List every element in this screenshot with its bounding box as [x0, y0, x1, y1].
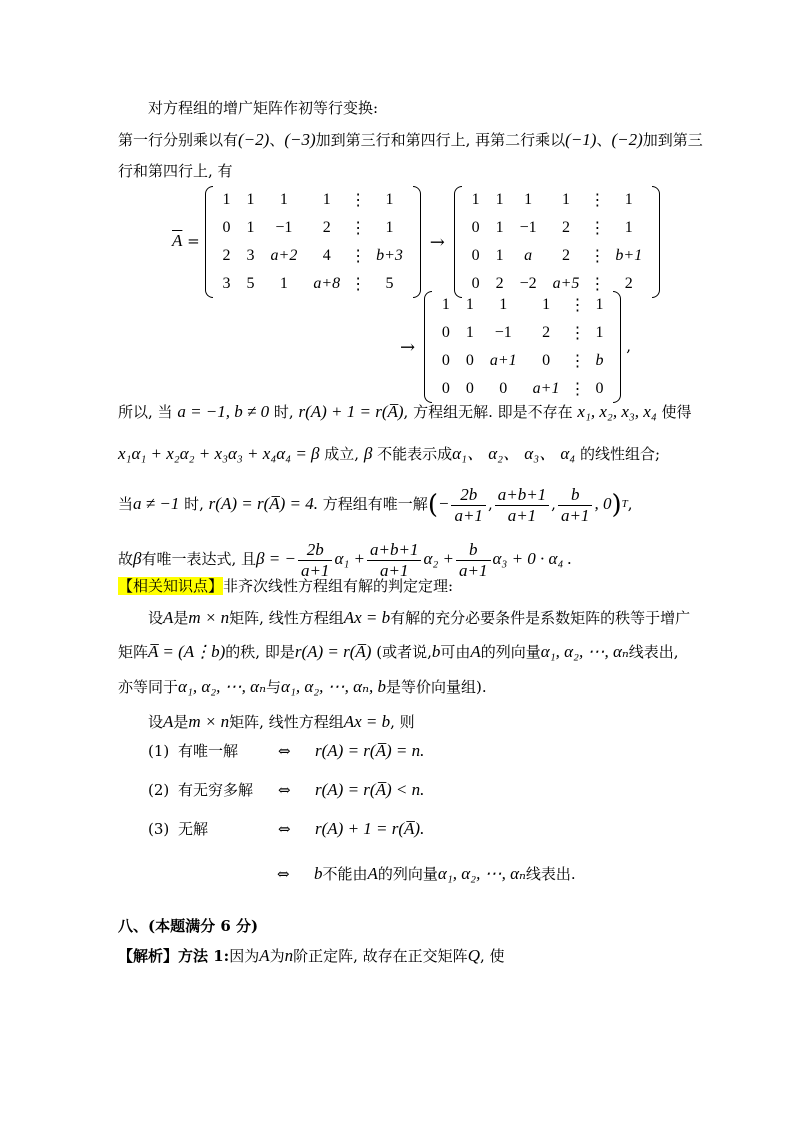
matrix-cell: 1 — [222, 191, 231, 208]
math: (−2) — [238, 130, 270, 149]
matrix-row — [215, 270, 411, 298]
fraction-6: $\frac{b}{a+1}$ — [456, 540, 490, 581]
matrix-cell: a+8 — [313, 275, 341, 292]
matrix-cell: ⋮ — [350, 220, 367, 237]
matrix-row — [434, 375, 612, 403]
iff-symbol: ⇔ — [278, 781, 291, 799]
math: (−2) — [611, 130, 643, 149]
matrix-cell: ⋮ — [589, 276, 606, 293]
arrow-1: → — [429, 231, 445, 253]
comma: , — [626, 337, 632, 355]
theorem-line-3: 亦等同于α₁, α₂, ⋯, αₙ与α₁, α₂, ⋯, αₙ, b是等价向量组). — [118, 677, 487, 696]
math: r(A) + 1 = r(A̅) — [298, 402, 404, 421]
matrix-cell: b+3 — [376, 247, 403, 264]
matrix-cell: 5 — [385, 275, 394, 292]
case-row — [148, 740, 424, 762]
text: 所以, 当 — [118, 403, 173, 421]
iff-symbol: ⇔ — [278, 820, 291, 838]
math: β — [363, 444, 373, 463]
arrow-2: → — [400, 336, 416, 358]
matrix-cell: 0 — [441, 324, 450, 341]
math: a ≠ −1 — [133, 494, 180, 513]
case-row — [148, 779, 424, 801]
text: 第一行分别乘以有 — [118, 131, 239, 149]
matrix-cell: −1 — [275, 219, 293, 236]
matrix-cell: ⋮ — [569, 325, 586, 342]
math: r(A) = r(A̅) = 4. — [208, 494, 319, 513]
matrix-cell: 1 — [385, 219, 394, 236]
text: 非齐次线性方程组有解的判定定理: — [223, 577, 454, 595]
fraction-2: $\frac{a+b+1}{a+1}$ — [495, 485, 549, 526]
text: 的线性组合; — [580, 445, 661, 463]
matrix-cell: a+1 — [532, 380, 560, 397]
matrix-cell: 2 — [222, 247, 231, 264]
text: 故 — [118, 550, 134, 568]
math: x₁α₁ + x₂α₂ + x₃α₃ + x₄α₄ = β — [118, 444, 320, 463]
matrix-cell: b — [595, 352, 604, 369]
matrix-cell: 1 — [499, 296, 508, 313]
matrix-equation-1 — [172, 186, 660, 298]
math: a = −1, b ≠ 0 — [177, 402, 270, 421]
case-label: 无解 — [178, 820, 209, 838]
analysis-line: 【解析】方法 1:因为A为n阶正定阵, 故存在正交矩阵Q, 使 — [118, 946, 505, 965]
matrix-row — [464, 214, 651, 242]
intro-line — [148, 97, 378, 119]
matrix-cell: 1 — [495, 191, 504, 208]
conclusion-line-2 — [118, 443, 660, 465]
knowledge-point-label: 【相关知识点】 — [118, 577, 224, 595]
iff-symbol: ⇔ — [278, 742, 291, 760]
matrix-cell: −2 — [519, 275, 537, 292]
matrix-cell: 1 — [246, 191, 255, 208]
augmented-matrix-symbol: $\overline{A}$ — [172, 231, 183, 250]
text: 加到第三行和第四行上, 再第二行乘以 — [315, 131, 566, 149]
text: 行和第四行上, 有 — [118, 162, 233, 180]
theorem-line-2: 矩阵A̅ = (A⋮b)的秩, 即是r(A) = r(A̅) (或者说,b可由A的列向量α₁, α₂, ⋯, αₙ线表出, — [118, 642, 679, 661]
math: x₁, x₂, x₃, x₄ — [577, 402, 657, 421]
matrix-cell: 0 — [499, 380, 508, 397]
matrix-cell: 2 — [562, 247, 570, 264]
matrix-cell: 1 — [465, 296, 474, 313]
matrix-cell: b+1 — [615, 247, 643, 264]
text: 对方程组的增广矩阵作初等行变换: — [148, 99, 379, 117]
matrix-cell: ⋮ — [589, 248, 606, 265]
matrix-cell: 2 — [624, 275, 633, 292]
matrix-cell: 0 — [222, 219, 231, 236]
matrix-cell: 1 — [524, 191, 533, 208]
theorem-line-4: 设A是m × n矩阵, 线性方程组Ax = b, 则 — [148, 712, 415, 731]
matrix-cell: 0 — [542, 352, 551, 369]
matrix-1-table — [215, 186, 411, 298]
matrix-equation-2 — [396, 291, 631, 403]
matrix-cell: 0 — [471, 275, 480, 292]
fraction-4: $\frac{2b}{a+1}$ — [298, 540, 332, 581]
section-8-heading: 八、(本题满分 6 分) — [118, 917, 259, 935]
matrix-cell: 0 — [465, 380, 474, 397]
matrix-cell: 1 — [495, 219, 504, 236]
matrix-cell: ⋮ — [350, 276, 367, 293]
math: (−1) — [565, 130, 597, 149]
matrix-cell: ⋮ — [569, 297, 586, 314]
matrix-cell: ⋮ — [569, 353, 586, 370]
text: 时, — [273, 403, 294, 421]
matrix-row — [215, 242, 411, 270]
text: 不能表示成 — [377, 445, 453, 463]
case-condition: r(A) = r(A̅) = n. — [315, 741, 425, 760]
matrix-cell: 1 — [279, 275, 288, 292]
case-condition: r(A) = r(A̅) < n. — [315, 780, 425, 799]
matrix-cell: 2 — [322, 219, 331, 236]
equals-sign: = — [187, 232, 200, 250]
fraction-5: $\frac{a+b+1}{a+1}$ — [367, 540, 421, 581]
matrix-cell: 2 — [495, 275, 504, 292]
matrix-cell: a+5 — [552, 275, 580, 292]
matrix-cell: 0 — [441, 352, 450, 369]
row-op-line-2 — [118, 160, 233, 182]
math: α₁、 α₂、 α₃、 α₄ — [452, 444, 576, 463]
text: 当 — [118, 495, 134, 513]
matrix-cell: 1 — [624, 219, 633, 236]
matrix-cell: 3 — [222, 275, 231, 292]
matrix-row — [434, 319, 612, 347]
matrix-row — [434, 347, 612, 375]
matrix-cell: 1 — [542, 296, 551, 313]
conclusion-line-1 — [118, 401, 692, 423]
beta-expression-line: 故β有唯一表达式, 且β = − $\frac{2b}{a+1}$ α₁ + $\frac{a+b+1}{a+1}$ α₂ + $\frac{b}{a+1}$ α₃ + 0 · α₄ . — [118, 539, 572, 580]
case-row — [148, 818, 424, 840]
matrix-cell: 1 — [322, 191, 331, 208]
matrix-cell: 1 — [385, 191, 394, 208]
matrix-2-table — [464, 186, 651, 298]
case-3-alt: ⇔ b不能由A的列向量α₁, α₂, ⋯, αₙ线表出. — [277, 864, 576, 883]
matrix-cell: 0 — [441, 380, 450, 397]
case-number: (1) — [148, 742, 170, 760]
matrix-cell: 4 — [322, 247, 331, 264]
fraction-1: $\frac{2b}{a+1}$ — [451, 485, 485, 526]
matrix-1 — [205, 186, 421, 298]
matrix-row — [215, 214, 411, 242]
matrix-3-table — [434, 291, 612, 403]
matrix-cell: ⋮ — [569, 381, 586, 398]
matrix-row — [464, 242, 651, 270]
math: (−3) — [284, 130, 316, 149]
matrix-cell: ⋮ — [589, 220, 606, 237]
matrix-cell: a — [524, 247, 533, 264]
unique-solution-line: 当a ≠ −1 时, r(A) = r(A̅) = 4. 方程组有唯一解(− $\frac{2b}{a+1}$ , $\frac{a+b+1}{a+1}$ , $\frac{b}{a+1}$ , 0)$^T$, — [118, 484, 633, 525]
matrix-cell: 1 — [595, 296, 604, 313]
knowledge-point-heading — [118, 575, 453, 597]
text: 方程组有唯一解 — [322, 495, 428, 513]
case-number: (2) — [148, 781, 170, 799]
text: 时, — [184, 495, 204, 513]
matrix-row — [215, 186, 411, 214]
fraction-3: $\frac{b}{a+1}$ — [558, 485, 592, 526]
text: 成立, — [324, 445, 360, 463]
case-label: 有唯一解 — [178, 742, 239, 760]
text: 使得 — [661, 403, 692, 421]
row-op-line-1 — [118, 129, 703, 151]
matrix-cell: ⋮ — [589, 192, 606, 209]
matrix-row — [464, 186, 651, 214]
theorem-line-1: 设A是m × n矩阵, 线性方程组Ax = b有解的充分必要条件是系数矩阵的秩等于增广 — [148, 608, 691, 627]
matrix-cell: 1 — [495, 247, 504, 264]
matrix-cell: −1 — [519, 219, 537, 236]
text: 、 — [269, 131, 285, 149]
matrix-cell: a+1 — [489, 352, 517, 369]
matrix-cell: 1 — [441, 296, 450, 313]
matrix-cell: 2 — [562, 219, 570, 236]
matrix-cell: 1 — [246, 219, 255, 236]
case-condition: r(A) + 1 = r(A̅). — [315, 819, 425, 838]
case-number: (3) — [148, 820, 170, 838]
text: 、 — [596, 131, 612, 149]
matrix-cell: 5 — [246, 275, 255, 292]
matrix-cell: 0 — [465, 352, 474, 369]
matrix-cell: 1 — [465, 324, 474, 341]
matrix-2 — [454, 186, 661, 298]
matrix-cell: −1 — [494, 324, 512, 341]
matrix-cell: 1 — [595, 324, 604, 341]
matrix-cell: 0 — [471, 247, 480, 264]
matrix-cell: 0 — [595, 380, 604, 397]
text: , 方程组无解. 即是不存在 — [403, 403, 573, 421]
matrix-cell: 1 — [279, 191, 288, 208]
matrix-cell: 1 — [562, 191, 570, 208]
matrix-cell: 2 — [542, 324, 551, 341]
matrix-3 — [424, 291, 622, 403]
matrix-cell: a+2 — [270, 247, 298, 264]
matrix-cell: 1 — [624, 191, 633, 208]
matrix-cell: 0 — [471, 219, 480, 236]
matrix-row — [434, 291, 612, 319]
matrix-cell: 1 — [471, 191, 480, 208]
case-label: 有无穷多解 — [178, 781, 254, 799]
matrix-cell: ⋮ — [350, 192, 367, 209]
matrix-cell: ⋮ — [350, 248, 367, 265]
matrix-cell: 3 — [246, 247, 255, 264]
text: 加到第三 — [642, 131, 703, 149]
